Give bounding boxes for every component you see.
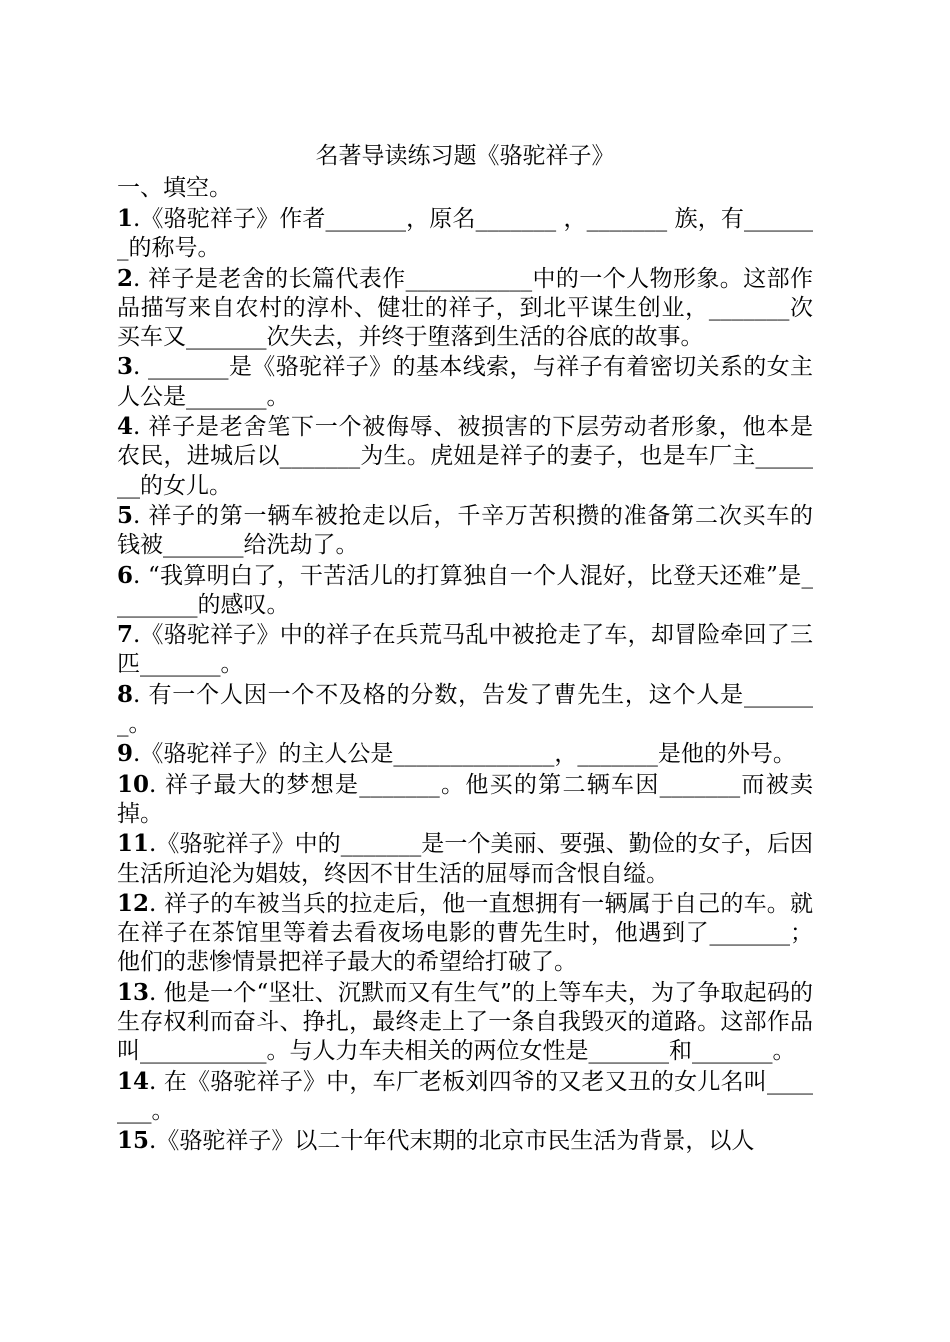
question-number: 11 — [117, 830, 150, 858]
question-text: .《骆驼祥子》中的_______是一个美丽、要强、勤俭的女子，后因生活所迫沦为娼妓，终因不甘生活的屈辱而含恨自缢。 — [117, 831, 813, 887]
question-text: . 祥子是老舍笔下一个被侮辱、被损害的下层劳动者形象，他本是农民，进城后以_______为生。虎妞是祥子的妻子，也是车厂主_______的女儿。 — [117, 414, 813, 499]
question-text: . 祥子最大的梦想是_______。他买的第二辆车因_______而被卖掉。 — [117, 771, 813, 827]
question-number: 15 — [117, 1127, 150, 1155]
question-number: 6 — [117, 561, 134, 589]
question-5 — [117, 501, 813, 561]
question-number: 13 — [117, 978, 150, 1006]
question-9 — [117, 739, 813, 769]
question-text: . 在《骆驼祥子》中，车厂老板刘四爷的又老又丑的女儿名叫_______。 — [117, 1068, 813, 1124]
question-3 — [117, 352, 813, 412]
document-title: 名著导读练习题《骆驼祥子》 — [315, 143, 615, 169]
question-text: .《骆驼祥子》的主人公是______________，_______是他的外号。 — [133, 741, 796, 768]
question-number: 10 — [117, 770, 150, 798]
question-text: .《骆驼祥子》以二十年代末期的北京市民生活为背景，以人 — [149, 1128, 755, 1155]
question-text: . 祥子的第一辆车被抢走以后，千辛万苦积攒的准备第二次买车的钱被_______给洗劫了。 — [117, 502, 813, 559]
question-8 — [117, 680, 813, 740]
question-14 — [117, 1067, 813, 1127]
question-11 — [117, 829, 813, 889]
question-number: 2 — [117, 264, 134, 292]
question-text: . “我算明白了，干苦活儿的打算独自一个人混好，比登天还难”是________的感叹。 — [117, 562, 813, 618]
question-text: .《骆驼祥子》中的祥子在兵荒马乱中被抢走了车，却冒险牵回了三匹_______。 — [117, 622, 813, 678]
question-number: 12 — [117, 889, 150, 917]
question-number: 4 — [117, 413, 134, 441]
question-number: 3 — [117, 353, 134, 381]
question-7 — [117, 620, 813, 680]
question-10 — [117, 770, 813, 830]
question-text: .《骆驼祥子》作者_______，原名_______ ，_______ 族，有_______的称号。 — [117, 206, 813, 262]
section-heading: 一、填空。 — [117, 175, 232, 201]
question-number: 5 — [117, 501, 134, 529]
question-1 — [117, 204, 813, 264]
question-text: . _______是《骆驼祥子》的基本线索，与祥子有着密切关系的女主人公是_______。 — [117, 354, 813, 410]
question-text: . 祥子是老舍的长篇代表作___________中的一个人物形象。这部作品描写来自农村的淳朴、健壮的祥子，到北平谋生创业，_______次买车又_______次失去，并终于堕落到生活的谷底的故事。 — [117, 265, 813, 351]
question-4 — [117, 412, 813, 501]
document-page — [117, 140, 813, 1157]
question-number: 1 — [117, 205, 134, 232]
question-text: . 他是一个“坚壮、沉默而又有生气”的上等车夫，为了争取起码的生存权利而奋斗、挣扎，最终走上了一条自我毁灭的道路。这部作品叫___________。与人力车夫相关的两位女性是_______和_______。 — [117, 979, 813, 1065]
question-13 — [117, 978, 813, 1067]
question-number: 9 — [117, 740, 134, 768]
question-2 — [117, 264, 813, 353]
question-12 — [117, 889, 813, 978]
question-6 — [117, 561, 813, 621]
question-number: 14 — [117, 1067, 150, 1095]
question-number: 7 — [117, 621, 134, 649]
question-text: . 有一个人因一个不及格的分数，告发了曹先生，这个人是_______。 — [117, 681, 813, 738]
question-number: 8 — [117, 680, 134, 708]
question-text: . 祥子的车被当兵的拉走后，他一直想拥有一辆属于自己的车。就在祥子在茶馆里等着去看夜场电影的曹先生时，他遇到了_______；他们的悲惨情景把祥子最大的希望给打破了。 — [117, 890, 813, 976]
question-15 — [117, 1126, 813, 1156]
